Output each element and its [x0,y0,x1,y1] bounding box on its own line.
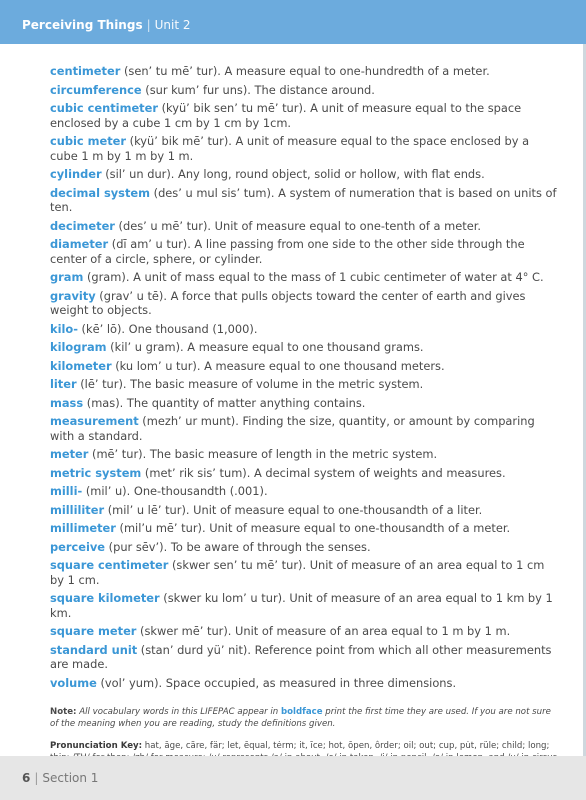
vocab-term: square kilometer [50,591,160,605]
vocab-entry [50,134,560,163]
pronunciation-text: hat, āge, cãre, fär; let, ēqual, tėrm; it, īce; hot, ōpen, ôrder; oil; out; cup, pu̇t, rüle; child; long; [144,741,550,751]
vocab-term: diameter [50,237,109,251]
vocab-term: kilo- [50,321,78,336]
vocab-entry [50,237,560,266]
vocab-definition: (mezh’ ur munt). Finding the size, quantity, or amount by comparing with a standard. [50,414,535,443]
vocab-term: perceive [50,539,106,554]
vocab-definition: (kē’ lō). One thousand (1,000). [77,321,258,336]
vocab-term: meter [50,447,89,461]
vocab-term: kilogram [50,340,107,354]
vocab-definition: (skwer sen’ tu mē’ tur). Unit of measure of an area equal to 1 cm by 1 cm. [50,558,545,587]
vocab-term: kilometer [50,358,112,373]
vocab-term: circumference [50,82,142,97]
vocab-term: milliliter [50,502,105,517]
vocab-term: cylinder [50,167,102,181]
vocab-definition: (grav’ u tē). A force that pulls objects toward the center of earth and gives weight to objects. [50,288,526,317]
vocab-definition: (lē’ tur). The basic measure of volume in the metric system. [76,377,424,391]
page-header [0,0,586,44]
vocab-entry [50,64,560,79]
vocab-definition: (dī am’ u tur). A line passing from one side to the other side through the center of a circle, sphere, or cylinder. [50,237,525,266]
vocab-definition: (pur sēv’). To be aware of through the senses. [105,539,371,554]
vocab-entry [50,167,560,182]
vocab-definition: (mē’ tur). The basic measure of length in the metric system. [88,447,438,461]
vocab-entry [50,540,560,555]
vocab-term: metric system [50,465,142,480]
vocab-entry [50,484,560,499]
vocab-term: cubic centimeter [50,101,158,115]
vocab-term: gravity [50,288,96,303]
vocab-entry [50,377,560,392]
footer-separator: | [34,771,39,785]
vocab-entry [50,558,560,587]
vocab-entry [50,101,560,130]
vocab-term: measurement [50,414,139,428]
vocab-term: square centimeter [50,558,169,572]
vocab-entry [50,447,560,462]
vocab-entry [50,503,560,518]
vocab-term: standard unit [50,642,138,657]
vocab-entry [50,414,560,443]
vocab-entry [50,396,560,411]
vocab-entry [50,466,560,481]
vocab-term: liter [50,377,77,391]
note-paragraph [50,706,560,730]
section-label: Section 1 [42,771,99,785]
page-footer [0,756,586,800]
vocab-definition: (kyü’ bik sen’ tu mē’ tur). A unit of measure equal to the space enclosed by a cube 1 cm by 1 cm by 1cm. [50,101,522,130]
vocab-entry [50,186,560,215]
vocab-entry [50,83,560,98]
vocab-entry [50,359,560,374]
vocab-definition: (kyü’ bik mē’ tur). A unit of measure equal to the space enclosed by a cube 1 m by 1 m by 1 m. [50,134,530,163]
vocab-term: cubic meter [50,134,127,148]
unit-label: Unit 2 [154,18,191,32]
header-separator: | [146,18,151,32]
vocab-entry [50,521,560,536]
vocab-entry [50,591,560,620]
page-number: 6 [22,771,31,785]
vocab-entry [50,676,560,691]
vocab-definition: (ku lom’ u tur). A measure equal to one thousand meters. [111,358,445,373]
vocab-term: centimeter [50,64,121,78]
vocab-entry [50,270,560,285]
vocab-definition: (skwer mē’ tur). Unit of measure of an area equal to 1 m by 1 m. [136,624,511,638]
vocab-entry [50,322,560,337]
book-title: Perceiving Things [22,18,143,32]
vocab-term: volume [50,675,97,690]
vocab-definition: (kil’ u gram). A measure equal to one thousand grams. [106,340,424,354]
vocab-term: mass [50,395,84,410]
vocab-definition: (sen’ tu mē’ tur). A measure equal to one-hundredth of a meter. [120,64,490,78]
vocab-definition: (met’ rik sis’ tum). A decimal system of weights and measures. [141,465,506,480]
note-text-before: All vocabulary words in this LIFEPAC appear in [76,707,281,717]
vocab-definition: (sur kum’ fur uns). The distance around. [141,82,375,97]
vocab-definition: (gram). A unit of mass equal to the mass of 1 cubic centimeter of water at 4° C. [83,270,544,284]
vocab-term: gram [50,270,84,284]
vocab-term: millimeter [50,521,116,535]
vocab-term: square meter [50,624,137,638]
vocab-entry [50,340,560,355]
vocab-definition: (des’ u mē’ tur). Unit of measure equal to one-tenth of a meter. [114,218,481,233]
vocab-definition: (mil’ u lē’ tur). Unit of measure equal to one-thousandth of a liter. [104,502,483,517]
vocab-term: decimal system [50,185,150,200]
vocab-term: milli- [50,484,83,498]
note-label: Note: [50,707,77,717]
vocab-term: decimeter [50,218,115,233]
vocab-definition: (mil’u mē’ tur). Unit of measure equal to one-thousandth of a meter. [115,521,511,535]
note-boldface: boldface [280,707,323,717]
vocabulary-list [50,64,560,764]
vocab-definition: (sil’ un dur). Any long, round object, solid or hollow, with flat ends. [101,167,485,181]
vocab-entry [50,289,560,318]
vocab-definition: (vol’ yum). Space occupied, as measured in three dimensions. [96,675,457,690]
vocab-definition: (des’ u mul sis’ tum). A system of numeration that is based on units of ten. [50,185,557,214]
vocab-definition: (mil’ u). One-thousandth (.001). [82,484,268,498]
vocab-entry [50,643,560,672]
pronunciation-label: Pronunciation Key: [50,741,143,751]
vocab-entry [50,624,560,639]
vocab-definition: (skwer ku lom’ u tur). Unit of measure of an area equal to 1 km by 1 km. [50,591,553,620]
vocab-entry [50,219,560,234]
note-text-after: print the first time they are used. If you are not sure of the meaning when you are reading, study the definitions given. [50,707,551,729]
vocab-definition: (stan’ durd yü’ nit). Reference point from which all other measurements are made. [50,642,552,671]
vocab-definition: (mas). The quantity of matter anything contains. [83,395,366,410]
